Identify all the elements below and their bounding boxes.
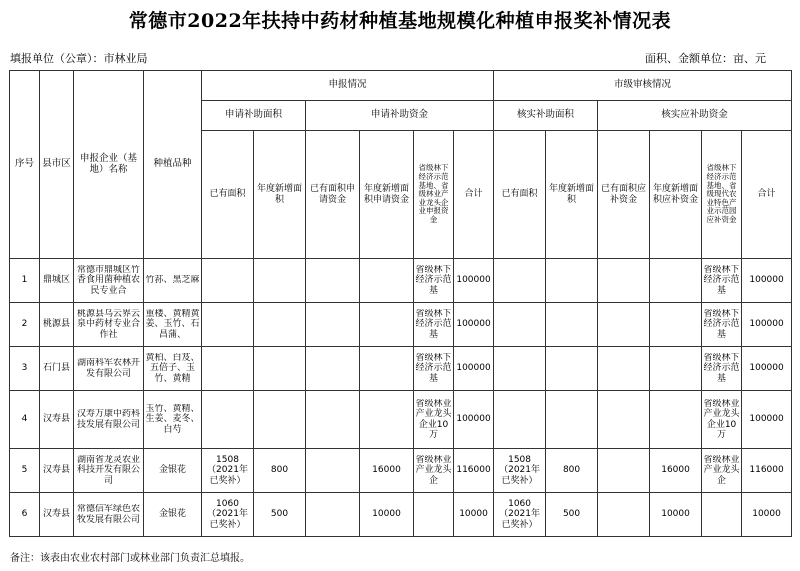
cell-verified-existing-fund (598, 391, 650, 449)
cell-total: 100000 (454, 347, 494, 391)
cell-new-fund (360, 347, 414, 391)
header-existing-area-verified: 已有面积 (494, 131, 546, 259)
cell-variety (144, 347, 202, 391)
cell-county: 石门县 (40, 347, 74, 391)
header-apply-area: 申请补助面积 (202, 101, 306, 131)
cell-verified-total: 100000 (742, 303, 792, 347)
cell-seq: 2 (10, 303, 40, 347)
cell-prov-fund-text: 省级林下经济示范基 (415, 264, 452, 296)
header-total: 合计 (454, 131, 494, 259)
cell-variety-text: 竹荪、黑芝麻 (145, 275, 200, 286)
cell-total: 10000 (454, 493, 494, 537)
cell-verified-existing-area (494, 259, 546, 303)
cell-verified-prov-fund (702, 449, 742, 493)
cell-verified-existing-fund (598, 347, 650, 391)
cell-verified-prov-fund-text: 省级林下经济示范基 (703, 264, 740, 296)
footnote: 备注：该表由农业农村部门或林业部门负责汇总填报。 (10, 553, 250, 564)
cell-existing-area (202, 493, 254, 537)
cell-existing-area (202, 259, 254, 303)
cell-verified-new-fund: 16000 (650, 449, 702, 493)
table-row (10, 259, 792, 303)
cell-existing-area-text: 1508（2021年已奖补） (207, 454, 248, 486)
cell-verified-prov-fund (702, 493, 742, 537)
cell-county: 鼎城区 (40, 259, 74, 303)
cell-new-area: 800 (254, 449, 306, 493)
cell-verified-existing-fund (598, 449, 650, 493)
cell-variety (144, 391, 202, 449)
header-total-verified: 合计 (742, 131, 792, 259)
cell-existing-area (202, 303, 254, 347)
cell-existing-fund (306, 449, 360, 493)
cell-verified-existing-fund (598, 493, 650, 537)
cell-new-area (254, 347, 306, 391)
cell-verified-existing-area (494, 391, 546, 449)
header-variety: 种植品种 (144, 71, 202, 259)
header-declare-group: 申报情况 (202, 71, 494, 101)
table-row (10, 391, 792, 449)
unit-of-measure: 面积、金额单位：亩、元 (645, 52, 766, 65)
table-row (10, 347, 792, 391)
cell-company-text: 常德信军绿色农牧发展有限公司 (76, 504, 140, 525)
cell-prov-fund (414, 347, 454, 391)
cell-verified-existing-area-text: 1060（2021年已奖补） (499, 498, 540, 530)
cell-existing-area-text: 1060（2021年已奖补） (207, 498, 248, 530)
cell-new-fund (360, 259, 414, 303)
cell-verified-prov-fund (702, 391, 742, 449)
header-prov-fund: 省级林下经济示范基地、省级林业产业龙头企业申报资金 (414, 131, 454, 259)
cell-county: 桃源县 (40, 303, 74, 347)
header-apply-fund: 申请补助资金 (306, 101, 494, 131)
cell-verified-total: 100000 (742, 259, 792, 303)
header-new-fund-verified: 年度新增面积应补资金 (650, 131, 702, 259)
table-row (10, 449, 792, 493)
cell-prov-fund-text: 省级林业产业龙头企 (415, 454, 452, 486)
subsidy-table (9, 70, 792, 537)
cell-verified-existing-area (494, 493, 546, 537)
cell-verified-prov-fund (702, 259, 742, 303)
header-new-area-verified: 年度新增面积 (546, 131, 598, 259)
cell-variety: 金银花 (144, 493, 202, 537)
cell-verified-existing-fund (598, 303, 650, 347)
cell-verified-prov-fund (702, 303, 742, 347)
cell-verified-new-fund (650, 391, 702, 449)
cell-verified-existing-area (494, 303, 546, 347)
cell-verified-existing-fund (598, 259, 650, 303)
cell-total: 100000 (454, 303, 494, 347)
header-new-fund: 年度新增面积申请资金 (360, 131, 414, 259)
cell-verified-new-fund (650, 347, 702, 391)
cell-existing-area (202, 347, 254, 391)
cell-prov-fund (414, 391, 454, 449)
cell-company-text: 湖南科军农林开发有限公司 (76, 358, 140, 379)
header-county: 县市区 (40, 71, 74, 259)
cell-verified-new-fund (650, 303, 702, 347)
cell-variety (144, 259, 202, 303)
cell-total: 100000 (454, 391, 494, 449)
cell-total: 116000 (454, 449, 494, 493)
cell-new-fund: 16000 (360, 449, 414, 493)
cell-variety (144, 303, 202, 347)
cell-company (74, 259, 144, 303)
cell-company-text: 常德市鼎城区竹香食用菌种植农民专业合 (76, 264, 140, 296)
cell-verified-prov-fund-text: 省级林业产业龙头企业10万 (703, 398, 740, 440)
cell-verified-new-area (546, 303, 598, 347)
cell-existing-fund (306, 391, 360, 449)
header-review-group: 市级审核情况 (494, 71, 792, 101)
cell-company (74, 303, 144, 347)
cell-verified-new-area (546, 347, 598, 391)
cell-variety: 金银花 (144, 449, 202, 493)
reporting-unit: 填报单位（公章）：市林业局 (10, 52, 148, 65)
cell-variety-text: 玉竹、黄精、生姜、麦冬、白芍 (145, 403, 200, 435)
cell-prov-fund (414, 303, 454, 347)
cell-variety-text: 黄柏、白芨、五倍子、玉竹、黄精 (145, 352, 200, 384)
cell-existing-fund (306, 347, 360, 391)
cell-verified-total: 100000 (742, 391, 792, 449)
cell-verified-prov-fund-text: 省级林下经济示范基 (703, 352, 740, 384)
cell-company-text: 汉寿万康中药科技发展有限公司 (76, 409, 140, 430)
cell-verified-new-area (546, 259, 598, 303)
cell-verified-existing-area (494, 449, 546, 493)
cell-variety-text: 重楼、黄精黄姜、玉竹、石昌蒲、 (145, 308, 200, 340)
cell-verified-total: 100000 (742, 347, 792, 391)
cell-verified-new-fund: 10000 (650, 493, 702, 537)
header-verify-area: 核实补助面积 (494, 101, 598, 131)
cell-prov-fund (414, 493, 454, 537)
header-seq: 序号 (10, 71, 40, 259)
header-new-area: 年度新增面积 (254, 131, 306, 259)
cell-verified-existing-area-text: 1508（2021年已奖补） (499, 454, 540, 486)
header-verify-fund: 核实应补助资金 (598, 101, 792, 131)
cell-seq: 6 (10, 493, 40, 537)
cell-seq: 4 (10, 391, 40, 449)
cell-new-area (254, 303, 306, 347)
header-prov-fund-verified: 省级林下经济示范基地、省级现代农业特色产业示范园应补资金 (702, 131, 742, 259)
cell-existing-fund (306, 259, 360, 303)
cell-county: 汉寿县 (40, 449, 74, 493)
cell-company (74, 449, 144, 493)
cell-new-area (254, 391, 306, 449)
cell-seq: 5 (10, 449, 40, 493)
cell-existing-fund (306, 493, 360, 537)
cell-verified-total: 10000 (742, 493, 792, 537)
cell-company-text: 桃源县乌云界云泉中药材专业合作社 (76, 308, 140, 340)
cell-prov-fund-text: 省级林业产业龙头企业10万 (415, 398, 452, 440)
cell-seq: 3 (10, 347, 40, 391)
cell-company (74, 347, 144, 391)
cell-prov-fund-text: 省级林下经济示范基 (415, 352, 452, 384)
cell-prov-fund-text: 省级林下经济示范基 (415, 308, 452, 340)
cell-existing-fund (306, 303, 360, 347)
cell-verified-prov-fund-text: 省级林下经济示范基 (703, 308, 740, 340)
cell-new-fund: 10000 (360, 493, 414, 537)
cell-verified-new-area: 800 (546, 449, 598, 493)
cell-new-fund (360, 391, 414, 449)
page-title: 常德市2022年扶持中药材种植基地规模化种植申报奖补情况表 (128, 10, 672, 32)
cell-prov-fund (414, 259, 454, 303)
cell-prov-fund (414, 449, 454, 493)
cell-verified-prov-fund (702, 347, 742, 391)
cell-verified-new-area (546, 391, 598, 449)
cell-verified-new-fund (650, 259, 702, 303)
cell-existing-area (202, 391, 254, 449)
cell-county: 汉寿县 (40, 493, 74, 537)
cell-company-text: 湖南省龙灵农业科技开发有限公司 (76, 454, 140, 486)
table-row (10, 303, 792, 347)
header-company: 申报企业（基地）名称 (74, 71, 144, 259)
cell-county: 汉寿县 (40, 391, 74, 449)
cell-new-area: 500 (254, 493, 306, 537)
cell-total: 100000 (454, 259, 494, 303)
header-existing-fund: 已有面积申请资金 (306, 131, 360, 259)
cell-verified-total: 116000 (742, 449, 792, 493)
header-existing-area: 已有面积 (202, 131, 254, 259)
cell-company (74, 391, 144, 449)
table-row (10, 493, 792, 537)
cell-company (74, 493, 144, 537)
cell-verified-existing-area (494, 347, 546, 391)
header-existing-fund-verified: 已有面积应补资金 (598, 131, 650, 259)
cell-new-area (254, 259, 306, 303)
cell-seq: 1 (10, 259, 40, 303)
cell-new-fund (360, 303, 414, 347)
cell-verified-prov-fund-text: 省级林业产业龙头企 (703, 454, 740, 486)
cell-existing-area (202, 449, 254, 493)
cell-verified-new-area: 500 (546, 493, 598, 537)
